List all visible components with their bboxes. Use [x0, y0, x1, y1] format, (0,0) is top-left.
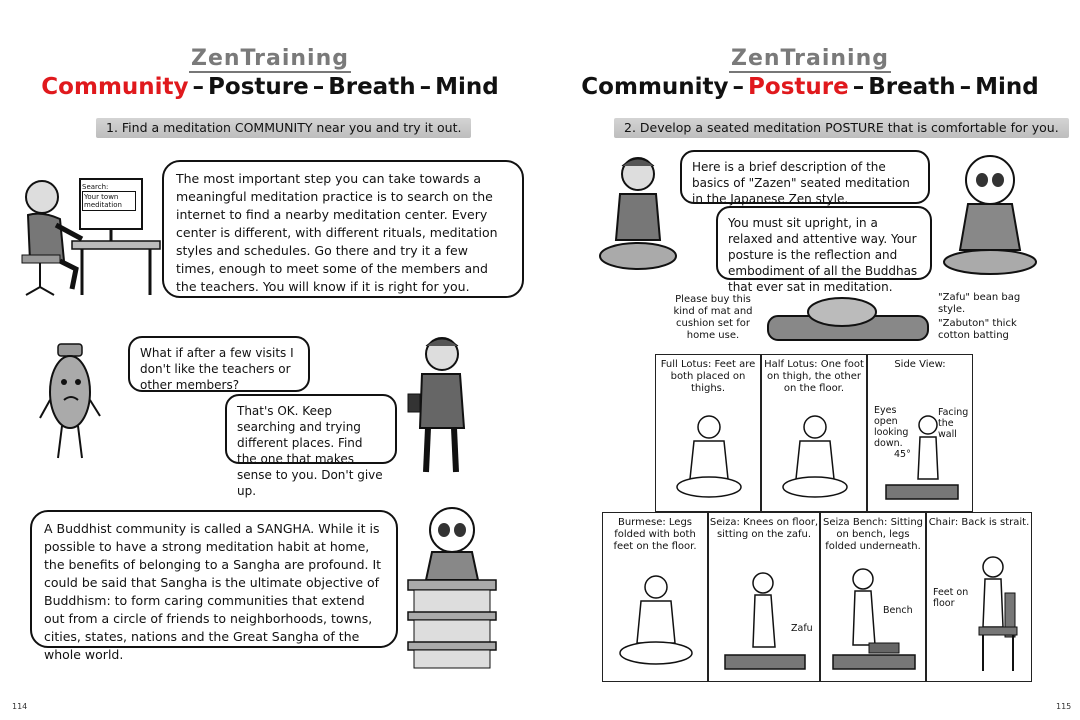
right-page	[540, 0, 1080, 720]
posture-caption: Chair: Back is strait.	[928, 517, 1030, 528]
zabuton-label: "Zabuton" thick cotton batting	[938, 318, 1017, 341]
chair-figure	[953, 553, 1029, 677]
zazen-bubble: Here is a brief description of the basics of "Zazen" seated meditation in the Japanese Zen style.	[680, 150, 930, 204]
panda-meditating	[940, 150, 1040, 280]
full-lotus-panel	[655, 354, 761, 512]
title-breath: Breath	[328, 74, 416, 100]
meditator-figure	[617, 573, 695, 673]
posture-caption: Full Lotus: Feet are both placed on thighs.	[660, 359, 756, 394]
chair-panel	[926, 512, 1032, 682]
mat-cushion-illustration	[762, 290, 934, 348]
teacher-illustration	[598, 150, 680, 275]
posture-caption: Side View:	[894, 359, 946, 370]
title-mind: Mind	[975, 74, 1039, 100]
meditator-figure	[780, 413, 850, 503]
zafu-label: "Zafu" bean bag style.	[938, 292, 1021, 315]
angle-label: 45°	[894, 449, 911, 460]
burmese-panel	[602, 512, 708, 682]
posture-bubble: You must sit upright, in a relaxed and attentive way. Your posture is the reflection and embodiment of all the Buddhas that ever sat in meditation.	[716, 206, 932, 280]
meditator-figure	[674, 413, 744, 503]
posture-caption: Half Lotus: One foot on thigh, the other on the floor.	[764, 359, 864, 394]
bench-label: Bench	[883, 605, 913, 616]
man-with-phone	[398, 332, 478, 477]
side-meditator-figure	[882, 413, 962, 507]
question-bubble: What if after a few visits I don't like the teachers or other members?	[128, 336, 310, 392]
seiza-panel	[708, 512, 820, 682]
title-mind: Mind	[435, 74, 499, 100]
chair-feet-label: Feet on floor	[933, 587, 969, 609]
bench-figure	[829, 565, 919, 677]
search-screen	[82, 183, 136, 211]
eyes-label: Eyes open looking down.	[874, 405, 909, 449]
step-heading: 2. Develop a seated meditation POSTURE that is comfortable for you.	[614, 118, 1069, 138]
search-query: Your town meditation	[82, 191, 136, 211]
page-number: 114	[12, 702, 28, 711]
title-breath: Breath	[868, 74, 956, 100]
intro-bubble: The most important step you can take towards a meaningful meditation practice is to search on the internet to find a nearby meditation center. Every center is different, with different rituals, meditation styles and schedules. Go there and try it a few times, enough to meet some of the members and the teachers. You will know if it is right for you.	[162, 160, 524, 298]
panda-altar-illustration	[402, 500, 502, 675]
answer-bubble: That's OK. Keep searching and trying different places. Find the one that makes sense to you. Don't give up.	[225, 394, 397, 464]
side-view-panel	[867, 354, 973, 512]
posture-caption: Burmese: Legs folded with both feet on the floor.	[613, 517, 697, 552]
title-community: Community	[581, 74, 729, 100]
brand-logo: ZenTraining	[731, 46, 889, 71]
half-lotus-panel	[761, 354, 867, 512]
page-number: 115	[1056, 702, 1072, 711]
step-heading: 1. Find a meditation COMMUNITY near you and try it out.	[96, 118, 471, 138]
bean-character	[38, 340, 108, 465]
posture-caption: Seiza Bench: Sitting on bench, legs folded underneath.	[823, 517, 923, 552]
page-title: Community – Posture – Breath – Mind	[41, 74, 499, 100]
sangha-bubble: A Buddhist community is called a SANGHA. While it is possible to have a strong meditation habit at home, the benefits of belonging to a Sangha are profound. It could be said that Sangha is the ultimate objective of Buddhism: to form caring communities that extend out from a circle of friends to neighborhoods, towns, cities, states, nations and the Great Sangha of the whole world.	[30, 510, 398, 648]
facing-label: Facing the wall	[938, 407, 969, 440]
page-title: Community – Posture – Breath – Mind	[581, 74, 1039, 100]
title-posture: Posture	[208, 74, 309, 100]
seiza-bench-panel	[820, 512, 926, 682]
title-posture: Posture	[748, 74, 849, 100]
seiza-zafu-label: Zafu	[791, 623, 813, 634]
seiza-figure	[719, 569, 811, 679]
mat-note: Please buy this kind of mat and cushion set for home use.	[673, 294, 753, 341]
search-label: Search:	[82, 183, 109, 191]
title-community: Community	[41, 74, 189, 100]
posture-caption: Seiza: Knees on floor, sitting on the zafu.	[709, 517, 819, 540]
brand-logo: ZenTraining	[191, 46, 349, 71]
